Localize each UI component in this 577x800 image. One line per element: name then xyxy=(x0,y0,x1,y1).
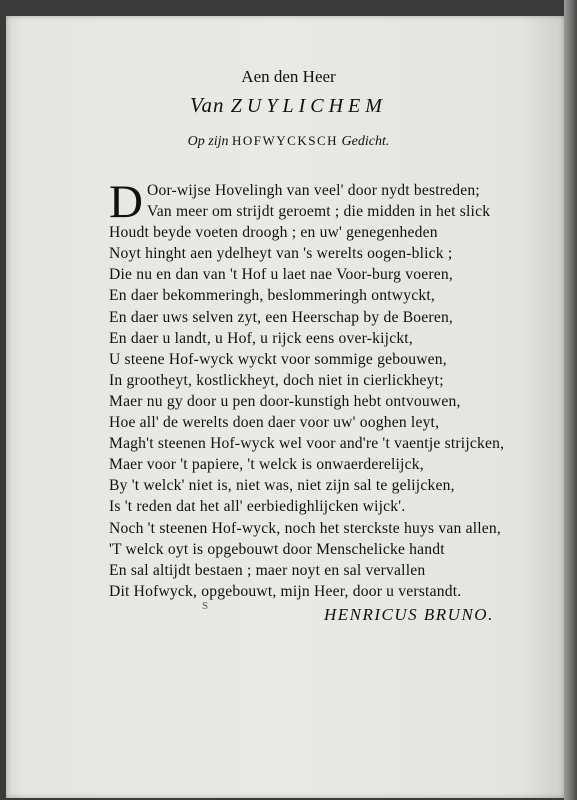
poem-line: Magh't steenen Hof-wyck wel voor and're 't vaentje strijcken, xyxy=(109,435,505,453)
poem-line: En daer u landt, u Hof, u rijck eens over-kijckt, xyxy=(109,329,413,347)
binding-edge xyxy=(564,0,577,800)
poem-line: Die nu en dan van 't Hof u laet nae Voor-burg voeren, xyxy=(109,266,453,284)
heading-name xyxy=(0,93,577,118)
printer-mark: S xyxy=(202,600,209,612)
poem-line: En daer bekommeringh, beslommeringh ontwyckt, xyxy=(109,287,435,305)
poem-line: En daer uws selven zyt, een Heerschap by de Boeren, xyxy=(109,308,454,326)
poem-line: Noch 't steenen Hof-wyck, noch het sterckste huys van allen, xyxy=(109,519,501,537)
poem-line: Is 't reden dat het all' eerbiedighlijcken wijck'. xyxy=(109,498,406,516)
poem-line: Houdt beyde voeten droogh ; en uw' genegenheden xyxy=(109,224,438,242)
poem-line: 'T welck oyt is opgebouwt door Menschelicke handt xyxy=(109,540,445,558)
heading-subtitle xyxy=(0,133,577,150)
drop-capital: D xyxy=(109,176,143,228)
signature: HENRICUS BRUNO. xyxy=(324,605,494,624)
heading-line-1: Aen den Heer xyxy=(241,67,336,86)
heading-line-3-smallcaps: HOFWYCKSCH xyxy=(232,133,339,148)
poem-body xyxy=(109,176,549,602)
poem-line: Maer nu gy door u pen door-kunstigh hebt ontvouwen, xyxy=(109,392,461,410)
heading-dedication xyxy=(0,67,577,87)
heading-line-2-prefix: Van xyxy=(190,93,225,117)
poem-line: Hoe all' de werelts doen daer voor uw' ooghen leyt, xyxy=(109,414,440,432)
poem-line: By 't welck' niet is, niet was, niet zijn sal te gelijcken, xyxy=(109,477,455,495)
poem-line: En sal altijdt bestaen ; maer noyt en sal vervallen xyxy=(109,561,426,579)
heading-line-3-suffix: Gedicht. xyxy=(341,134,390,149)
poem-line: U steene Hof-wyck wyckt voor sommige gebouwen, xyxy=(109,350,447,368)
poem-line: Noyt hinght aen ydelheyt van 's werelts oogen-blick ; xyxy=(109,245,453,263)
heading-line-3-prefix: Op zijn xyxy=(187,134,229,149)
poem-line: Maer voor 't papiere, 't welck is onwaerderelijck, xyxy=(109,456,424,474)
poem-line: Van meer om strijdt geroemt ; die midden in het slick xyxy=(147,203,491,221)
heading-line-2-name: ZUYLICHEM xyxy=(230,95,387,117)
poem-line: Dit Hofwyck, opgebouwt, mijn Heer, door u verstandt. xyxy=(109,582,462,600)
poem-line: Oor-wijse Hovelingh van veel' door nydt bestreden; xyxy=(147,182,480,199)
poem-line: In grootheyt, kostlickheyt, doch niet in cierlickheyt; xyxy=(109,371,444,389)
